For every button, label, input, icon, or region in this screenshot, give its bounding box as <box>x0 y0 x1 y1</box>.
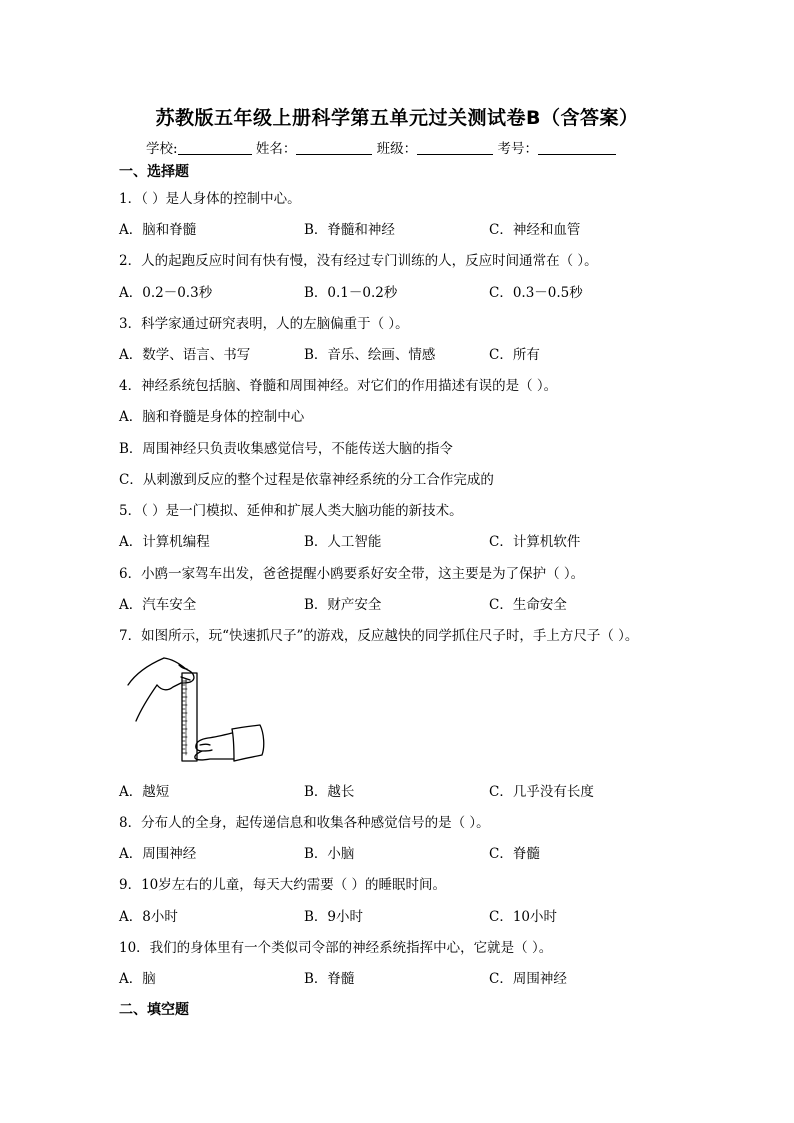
option-b[interactable]: B．0.1－0.2秒 <box>304 285 398 301</box>
question-3: 3．科学家通过研究表明，人的左脑偏重于（ ）。 <box>119 316 409 332</box>
question-5: 5．（ ）是一门模拟、延伸和扩展人类大脑功能的新技术。 <box>119 503 463 519</box>
option-b[interactable]: B．9小时 <box>304 909 364 925</box>
option-b[interactable]: B．人工智能 <box>304 534 382 550</box>
option-c[interactable]: C．周围神经 <box>489 971 567 987</box>
section-heading-fill: 二、填空题 <box>119 1002 189 1018</box>
option-b[interactable]: B．小脑 <box>304 846 355 862</box>
option-a[interactable]: A．8小时 <box>119 909 178 925</box>
option-c[interactable]: C．10小时 <box>489 909 558 925</box>
option-b[interactable]: B．音乐、绘画、情感 <box>304 347 436 363</box>
option-b[interactable]: B．脊髓 <box>304 971 355 987</box>
upper-sleeve-line <box>128 658 164 685</box>
upper-hand <box>157 658 194 690</box>
option-a[interactable]: A．脑和脊髓是身体的控制中心 <box>119 409 305 425</box>
option-b[interactable]: B．越长 <box>304 784 355 800</box>
question-4: 4．神经系统包括脑、脊髓和周围神经。对它们的作用描述有误的是（ ）。 <box>119 378 558 394</box>
question-7: 7．如图所示，玩“快速抓尺子”的游戏，反应越快的同学抓住尺子时，手上方尺子（ ）。 <box>119 628 639 644</box>
option-c[interactable]: C．从刺激到反应的整个过程是依靠神经系统的分工合作完成的 <box>119 472 494 488</box>
option-a[interactable]: A．0.2－0.3秒 <box>119 285 213 301</box>
option-b[interactable]: B．周围神经只负责收集感觉信号，不能传送大脑的指令 <box>119 441 453 457</box>
question-8: 8．分布人的全身，起传递信息和收集各种感觉信号的是（ ）。 <box>119 815 490 831</box>
option-a[interactable]: A．脑和脊髓 <box>119 222 197 238</box>
option-a[interactable]: A．汽车安全 <box>119 597 197 613</box>
option-a[interactable]: A．计算机编程 <box>119 534 210 550</box>
lower-hand-finger <box>202 750 212 751</box>
ruler-grab-illustration <box>124 655 266 765</box>
class-label: 班级： <box>376 141 418 157</box>
option-a[interactable]: A．越短 <box>119 784 170 800</box>
lower-hand-finger <box>200 744 210 745</box>
question-2: 2．人的起跑反应时间有快有慢，没有经过专门训练的人，反应时间通常在（ ）。 <box>119 253 598 269</box>
option-a[interactable]: A．数学、语言、书写 <box>119 347 251 363</box>
number-field[interactable] <box>538 141 616 155</box>
option-b[interactable]: B．脊髓和神经 <box>304 222 395 238</box>
lower-hand <box>195 733 234 760</box>
question-10: 10．我们的身体里有一个类似司令部的神经系统指挥中心，它就是（ ）。 <box>119 940 553 956</box>
school-label: 学校: <box>146 141 178 157</box>
option-c[interactable]: C．计算机软件 <box>489 534 581 550</box>
school-field[interactable] <box>178 141 252 155</box>
section-heading-choice: 一、选择题 <box>119 164 189 180</box>
name-label: 姓名： <box>255 141 297 157</box>
page-title: 苏教版五年级上册科学第五单元过关测试卷B（含答案） <box>155 107 639 129</box>
number-label: 考号： <box>497 141 538 157</box>
student-info-line <box>146 137 616 157</box>
question-9: 9．10岁左右的儿童，每天大约需要（ ）的睡眠时间。 <box>119 877 447 893</box>
upper-sleeve-line <box>136 685 157 721</box>
question-1: 1．（ ）是人身体的控制中心。 <box>119 191 301 207</box>
option-a[interactable]: A．脑 <box>119 971 156 987</box>
class-field[interactable] <box>417 141 493 155</box>
option-c[interactable]: C．生命安全 <box>489 597 567 613</box>
option-c[interactable]: C．几乎没有长度 <box>489 784 594 800</box>
option-c[interactable]: C．0.3－0.5秒 <box>489 285 583 301</box>
question-6: 6．小鸥一家驾车出发，爸爸提醒小鸥要系好安全带，这主要是为了保护（ ）。 <box>119 566 585 582</box>
lower-cuff <box>232 729 234 761</box>
option-a[interactable]: A．周围神经 <box>119 846 197 862</box>
option-c[interactable]: C．神经和血管 <box>489 222 581 238</box>
option-b[interactable]: B．财产安全 <box>304 597 382 613</box>
option-c[interactable]: C．脊髓 <box>489 846 540 862</box>
lower-sleeve <box>232 725 264 761</box>
option-c[interactable]: C．所有 <box>489 347 540 363</box>
name-field[interactable] <box>296 141 372 155</box>
